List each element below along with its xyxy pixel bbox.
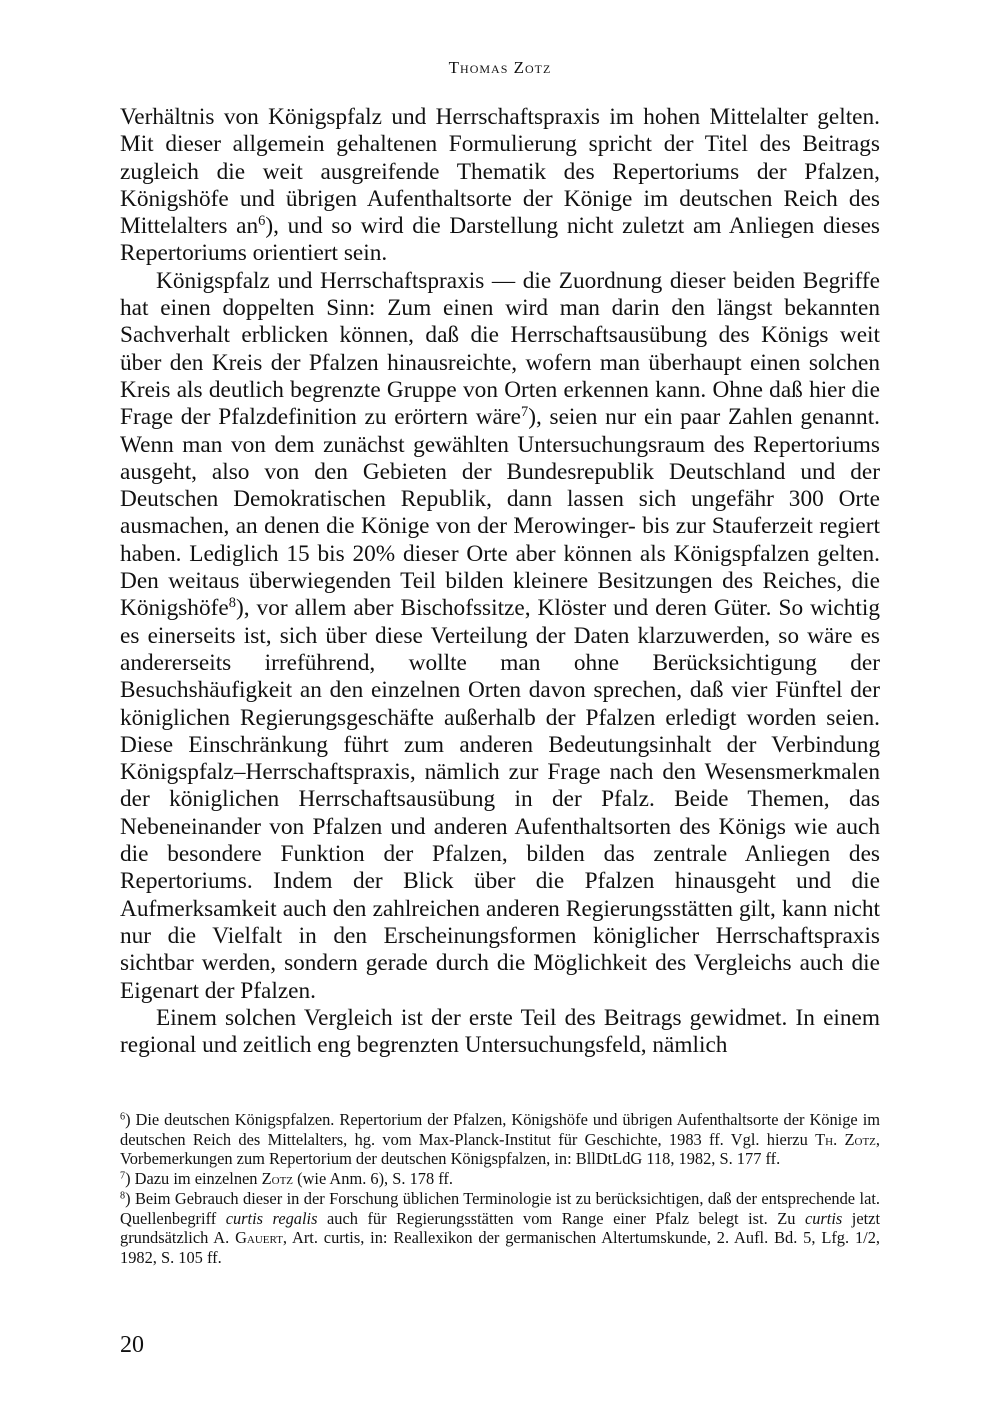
author-name: Gauert (235, 1228, 283, 1248)
text-segment: ) Die deutschen Königspfalzen. Repertorium der Pfalzen, Königshöfe und übrigen Aufenthaltsorte der Könige im deutschen Reich des Mittelalters, hg. vom Max-Planck-Institut für Geschichte, 1983 ff. Vgl. hierzu (120, 1110, 880, 1149)
paragraph-3 (120, 1005, 880, 1060)
author-name: Th. Zotz (815, 1129, 876, 1149)
running-head: Thomas Zotz (448, 58, 552, 77)
footnote-8 (120, 1189, 880, 1268)
footnote-marker: 6 (120, 1111, 126, 1123)
footnote-marker: 8 (120, 1190, 126, 1202)
text-segment: ) Beim Gebrauch dieser in der Forschung üblichen Terminologie ist zu berücksichtigen, daß der entsprechende lat. Quellenbegriff (120, 1188, 880, 1228)
body-text (120, 104, 880, 1059)
footnote-7 (120, 1169, 880, 1189)
text-segment: , Art. curtis, in: Reallexikon der germanischen Altertumskunde, 2. Aufl. Bd. 5, Lfg. 1/2, 1982, S. 105 ff. (120, 1228, 881, 1267)
author-name: Zotz (261, 1169, 294, 1189)
text-segment: ) Dazu im einzelnen (125, 1169, 262, 1189)
text-segment: (wie Anm. 6), S. 178 ff. (293, 1169, 453, 1189)
latin-term: curtis (804, 1208, 843, 1228)
footnote-ref-7: 7 (520, 404, 529, 421)
footnotes (120, 1110, 880, 1268)
page-number: 20 (120, 1332, 144, 1358)
text-segment: ), seien nur ein paar Zahlen genannt. Wenn man von dem zunächst gewählten Untersuchungsraum des Repertoriums ausgeht, also von den Gebieten der Bundesrepublik Deutschland und der Deutschen Demokratischen Republik, dann lassen sich ungefähr 300 Orte ausmachen, an denen die Könige von der Merowinger- bis zur Stauferzeit regiert haben. Lediglich 15 bis 20% dieser Orte aber können als Königspfalzen gelten. Den weitaus überwiegenden Teil bilden kleinere Besitzungen des Reiches, die Königshöfe (120, 404, 880, 622)
footnote-ref-8: 8 (228, 595, 236, 612)
text-segment: Verhältnis von Königspfalz und Herrschaftspraxis im hohen Mittelalter gelten. Mit dieser allgemein gehaltenen Formulierung spricht der Titel des Beitrags zugleich die weit ausgreifende Thematik des Repertoriums der Pfalzen, Königshöfe und übrigen Aufenthaltsorte der Könige im deutschen Reich des Mittelalters an (120, 104, 880, 240)
footnote-6 (120, 1110, 880, 1169)
text-segment: Einem solchen Vergleich ist der erste Teil des Beitrags gewidmet. In einem regional und zeitlich eng begrenzten Untersuchungsfeld, nämlich (120, 1004, 880, 1059)
footnote-marker: 7 (120, 1170, 126, 1182)
paragraph-2 (120, 268, 880, 1005)
paragraph-1 (120, 104, 880, 268)
text-segment: auch für Regierungsstätten vom Range einer Pfalz belegt ist. Zu (317, 1208, 805, 1228)
text-segment: ), und so wird die Darstellung nicht zuletzt am Anliegen dieses Repertoriums orientiert sein. (120, 213, 880, 267)
text-segment: , Vorbemerkungen zum Repertorium der deutschen Königspfalzen, in: BllDtLdG 118, 1982, S. 177 ff. (120, 1129, 880, 1169)
latin-term: curtis regalis (225, 1208, 318, 1228)
text-segment: Königspfalz und Herrschaftspraxis — die Zuordnung dieser beiden Begriffe hat einen doppelten Sinn: Zum einen wird man darin den längst bekannten Sachverhalt erblicken können, daß die Herrschaftsausübung des Königs weit über den Kreis der Pfalzen hinausreichte, wofern man überhaupt einen solchen Kreis als deutlich begrenzte Gruppe von Orten erkennen kann. Ohne daß hier die Frage der Pfalzdefinition zu erörtern wäre (120, 267, 880, 431)
text-segment: ), vor allem aber Bischofssitze, Klöster und deren Güter. So wichtig es einerseits ist, sich über diese Verteilung der Daten klarzuwerden, so wäre es andererseits irreführend, wollte man ohne Berücksichtigung der Besuchshäufigkeit an den einzelnen Orten davon sprechen, daß vier Fünftel der königlichen Regierungsgeschäfte außerhalb der Pfalzen erledigt worden seien. Diese Einschränkung führt zum anderen Bedeutungsinhalt der Verbindung Königspfalz–Herrschaftspraxis, nämlich zur Frage nach den Wesensmerkmalen der königlichen Herrschaftsausübung in der Pfalz. Beide Themen, das Nebeneinander von Pfalzen und anderen Aufenthaltsorten des Königs wie auch die besondere Funktion der Pfalzen, bilden das zentrale Anliegen des Repertoriums. Indem der Blick über die Pfalzen hinausgeht und die Aufmerksamkeit auch den zahlreichen anderen Regierungsstätten gilt, kann nicht nur die Vielfalt in den Erscheinungsformen königlicher Herrschaftspraxis sichtbar werden, sondern gerade durch die Möglichkeit des Vergleichs auch die Eigenart der Pfalzen. (120, 595, 880, 1004)
footnote-ref-6: 6 (258, 213, 266, 230)
text-segment: jetzt grundsätzlich A. (120, 1208, 881, 1248)
